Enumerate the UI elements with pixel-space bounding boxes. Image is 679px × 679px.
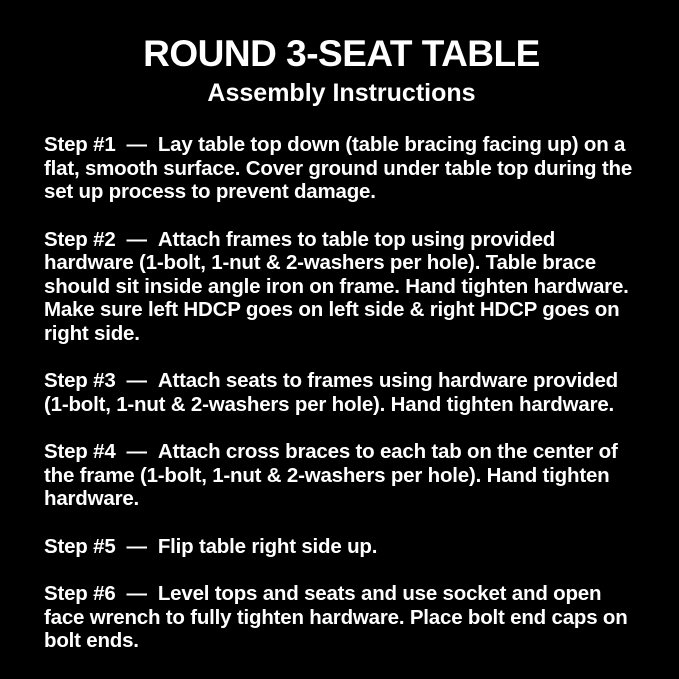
step-5-label: Step #5 [44, 534, 116, 558]
step-6-dash: — [126, 582, 147, 606]
step-5-paragraph [44, 535, 639, 559]
step-4-label: Step #4 [44, 440, 116, 464]
page-subtitle: Assembly Instructions [207, 78, 476, 107]
step-2-text: Attach frames to table top using provided hardware (1-bolt, 1-nut & 2-washers per hole). Table brace should sit inside angle iron on frame. Hand tighten hardware. Make sure left HDCP goes on left side & right HDCP goes on right side. [44, 227, 629, 345]
step-5-dash: — [126, 534, 147, 558]
step-3-text: Attach seats to frames using hardware provided (1-bolt, 1-nut & 2-washers per hole). Hand tighten hardware. [44, 369, 618, 416]
step-3-dash: — [126, 369, 147, 393]
step-1-dash: — [126, 133, 147, 157]
step-6-text: Level tops and seats and use socket and open face wrench to fully tighten hardware. Place bolt end caps on bolt ends. [44, 582, 628, 653]
step-4-dash: — [126, 440, 147, 464]
steps-list [44, 133, 639, 653]
step-2-dash: — [126, 227, 147, 251]
step-2-label: Step #2 [44, 227, 116, 251]
step-5-text: Flip table right side up. [157, 534, 378, 558]
step-1-text: Lay table top down (table bracing facing up) on a flat, smooth surface. Cover ground under table top during the set up process to prevent damage. [44, 133, 633, 204]
step-6-label: Step #6 [44, 582, 116, 606]
step-4-paragraph [44, 440, 639, 511]
page-title: ROUND 3-SEAT TABLE [143, 33, 540, 74]
step-1-label: Step #1 [44, 133, 116, 157]
step-4-text: Attach cross braces to each tab on the center of the frame (1-bolt, 1-nut & 2-washers per hole). Hand tighten hardware. [44, 440, 618, 511]
step-3-paragraph [44, 369, 639, 416]
step-3-label: Step #3 [44, 369, 116, 393]
step-6-paragraph [44, 582, 639, 653]
step-1-paragraph [44, 133, 639, 204]
step-2-paragraph [44, 228, 639, 346]
